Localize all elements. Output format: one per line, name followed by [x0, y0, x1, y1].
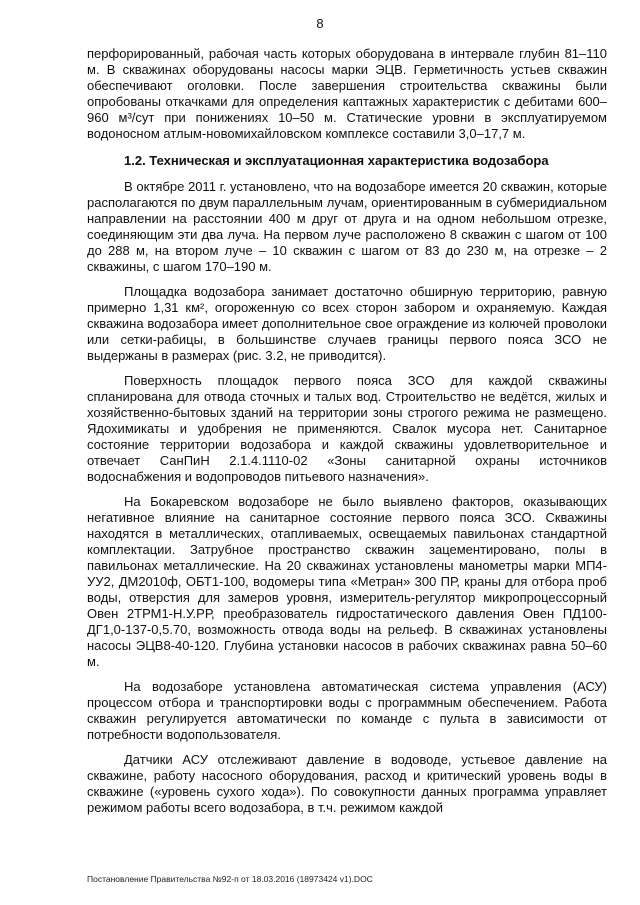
section-heading: 1.2. Техническая и эксплуатационная характеристика водозабора [124, 153, 549, 168]
body-paragraph: Датчики АСУ отслеживают давление в водоводе, устьевое давление на скважине, работу насосного оборудования, расход и критический уровень воды в скважине («уровень сухого хода»). По совокупности данных программа управляет режимом работы всего водозабора, в т.ч. режимом каждой [87, 752, 607, 815]
body-paragraph: В октябре 2011 г. установлено, что на водозаборе имеется 20 скважин, которые располагаются по двум параллельным лучам, ориентированным в субмеридиальном направлении на расстоянии 400 м друг от друга и на одном небольшом отрезке, соединяющим эти два луча. На первом луче расположено 8 скважин с шагом от 100 до 288 м, на втором луче – 10 скважин с шагом от 83 до 230 м, на отрезке – 2 скважины, с шагом 170–190 м. [87, 179, 607, 274]
body-paragraph: Поверхность площадок первого пояса ЗСО для каждой скважины спланирована для отвода сточных и талых вод. Строительство не ведётся, жилых и хозяйственно-бытовых зданий на территории зоны строгого режима не размещено. Ядохимикаты и удобрения не применяются. Свалок мусора нет. Санитарное состояние территории водозабора и каждой скважины удовлетворительное и отвечает СанПиН 2.1.4.1110-02 «Зоны санитарной охраны источников водоснабжения и водопроводов питьевого назначения». [87, 373, 607, 484]
body-paragraph: перфорированный, рабочая часть которых оборудована в интервале глубин 81–110 м. В скважинах оборудованы насосы марки ЭЦВ. Герметичность устьев скважин обеспечивают оголовки. После завершения строительства скважины были опробованы откачками для определения каптажных характеристик с дебитами 600–960 м³/сут при понижениях 10–50 м. Статические уровни в эксплуатируемом водоносном атлым-новомихайловском комплексе составили 3,0–17,7 м. [87, 46, 607, 141]
body-paragraph: Площадка водозабора занимает достаточно обширную территорию, равную примерно 1,31 км², огороженную со всех сторон забором и охраняемую. Каждая скважина водозабора имеет дополнительное свое ограждение из колючей проволоки или сетки-рабицы, в большинстве случаев границы первого пояса ЗСО не выдержаны в размерах (рис. 3.2, не приводится). [87, 284, 607, 363]
document-body [87, 46, 607, 816]
body-paragraph: На Бокаревском водозаборе не было выявлено факторов, оказывающих негативное влияние на санитарное состояние первого пояса ЗСО. Скважины находятся в металлических, отапливаемых, освещаемых павильонах стандартной комплектации. Затрубное пространство скважин зацементировано, полы в павильонах металлические. На 20 скважинах установлены манометры марки МП4-УУ2, ДМ2010ф, ОБТ1-100, водомеры типа «Метран» 300 ПР, краны для отбора проб воды, отверстия для замеров уровня, измеритель-регулятор микропроцессорный Овен 2ТРМ1-Н.У.РР, преобразователь гидростатического давления Овен ПД100-ДГ1,0-137-0,5.70, возможность отвода воды на рельеф. В скважинах установлены насосы ЭЦВ8-40-120. Глубина установки насосов в рабочих скважинах равна 50–60 м. [87, 494, 607, 669]
body-paragraph: На водозаборе установлена автоматическая система управления (АСУ) процессом отбора и транспортировки воды с программным обеспечением. Работа скважин регулируется автоматически по команде с пульта в зависимости от потребности водопользователя. [87, 679, 607, 742]
page-number: 8 [316, 16, 324, 31]
document-footer: Постановление Правительства №92-п от 18.03.2016 (18973424 v1).DOC [87, 874, 373, 884]
